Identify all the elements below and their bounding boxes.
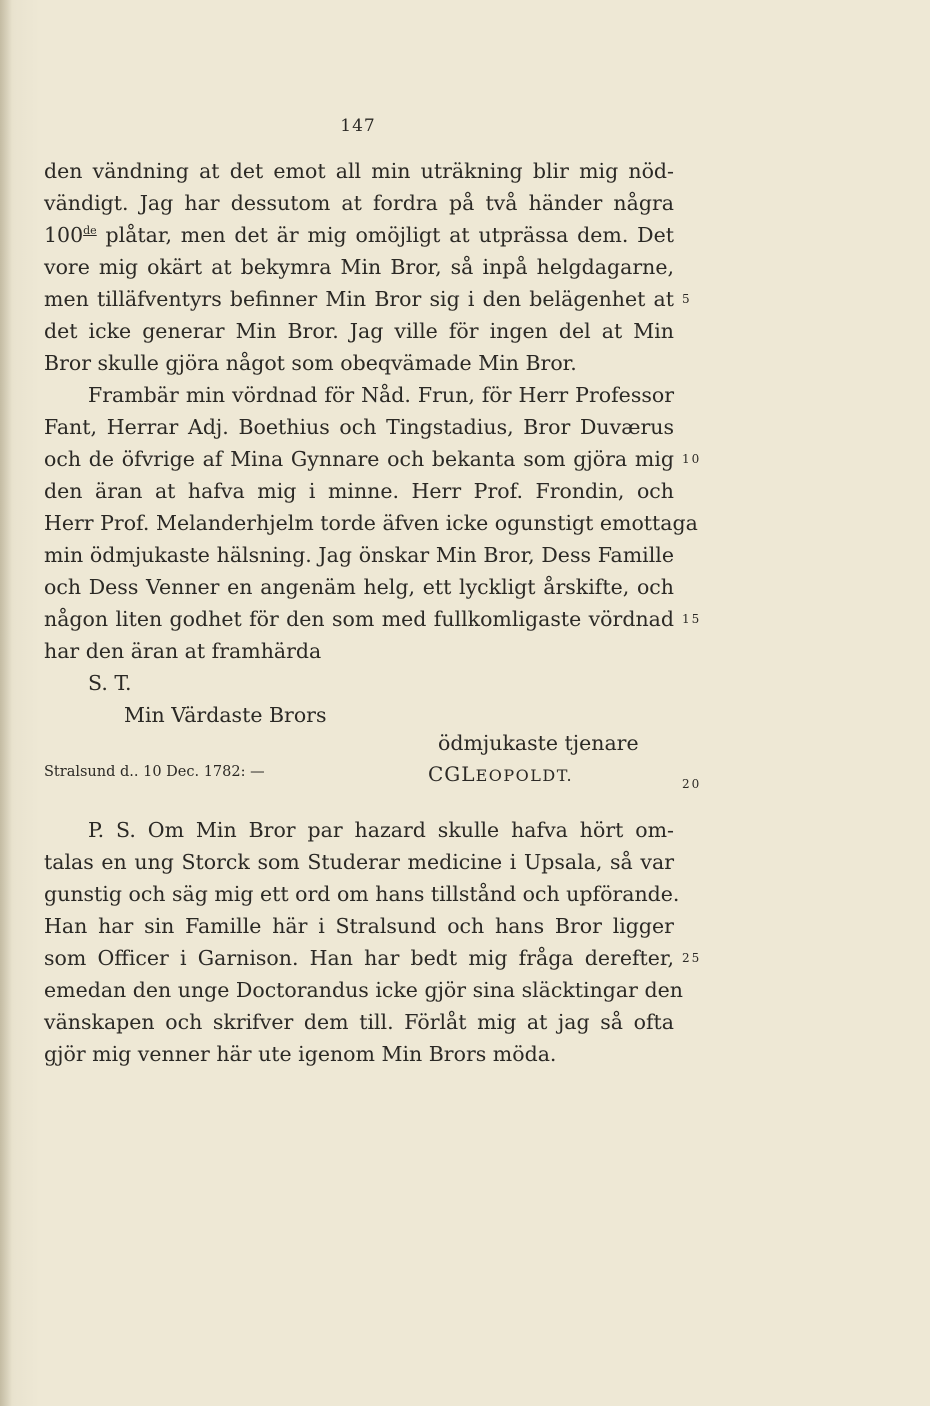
postscript-line: Han har sin Famille här i Stralsund och hans Bror ligger: [44, 914, 674, 938]
letter-line: min ödmjukaste hälsning. Jag önskar Min Bror, Dess Famille: [44, 543, 674, 567]
letter-line: den äran at hafva mig i minne. Herr Prof. Frondin, och: [44, 479, 674, 503]
signature-surname: EOPOLDT.: [475, 766, 574, 785]
letter-line: men tilläfventyrs befinner Min Bror sig i den belägenhet at: [44, 287, 674, 311]
line-number-10: 10: [682, 452, 702, 466]
postscript-line: gunstig och säg mig ett ord om hans tillstånd och upförande.: [44, 882, 680, 906]
ordinal-superscript: de: [83, 224, 97, 237]
signature: [428, 760, 573, 790]
page-number: 147: [340, 116, 376, 136]
letter-line: det icke generar Min Bror. Jag ville för ingen del at Min: [44, 319, 674, 343]
letter-line: vändigt. Jag har dessutom at fordra på två händer några: [44, 191, 674, 215]
postscript-line: P. S. Om Min Bror par hazard skulle hafva hört om-: [88, 818, 674, 842]
letter-line: någon liten godhet för den som med fullkomligaste vördnad: [44, 607, 674, 631]
postscript-line: vänskapen och skrifver dem till. Förlåt mig at jag så ofta: [44, 1010, 674, 1034]
postscript-line: gjör mig venner här ute igenom Min Brors möda.: [44, 1042, 557, 1066]
line-number-15: 15: [682, 612, 702, 626]
letter-line: och Dess Venner en angenäm helg, ett lyckligt årskifte, och: [44, 575, 674, 599]
letter-line: Herr Prof. Melanderhjelm torde äfven icke ogunstigt emottaga: [44, 511, 698, 535]
postscript-line: talas en ung Storck som Studerar medicine i Upsala, så var: [44, 850, 674, 874]
postscript-line: som Officer i Garnison. Han har bedt mig fråga derefter,: [44, 946, 674, 970]
letter-line-with-superscript: [44, 221, 674, 249]
number-prefix: 100: [44, 223, 84, 247]
letter-line: vore mig okärt at bekymra Min Bror, så inpå helgdagarne,: [44, 255, 674, 279]
letter-line-text: plåtar, men det är mig omöjligt at utprässa dem. Det: [105, 223, 674, 247]
letter-line: Fant, Herrar Adj. Boethius och Tingstadius, Bror Duværus: [44, 415, 674, 439]
closing-salutation: S. T.: [88, 671, 132, 695]
closing-subscription: ödmjukaste tjenare: [438, 731, 639, 755]
letter-line: Bror skulle gjöra något som obeqvämade Min Bror.: [44, 351, 577, 375]
gutter-shadow: [0, 0, 12, 1406]
letter-line: den vändning at det emot all min uträkning blir mig nöd-: [44, 159, 674, 183]
postscript-line: emedan den unge Doctorandus icke gjör sina släcktingar den: [44, 978, 683, 1002]
line-number-20: 20: [682, 777, 702, 791]
letter-line: Frambär min vördnad för Nåd. Frun, för Herr Professor: [88, 383, 674, 407]
line-number-5: 5: [682, 292, 692, 306]
signature-initials: CGL: [428, 762, 476, 786]
place-and-date: Stralsund d.. 10 Dec. 1782: —: [44, 764, 265, 780]
closing-phrase: Min Värdaste Brors: [124, 703, 327, 727]
letter-line: har den äran at framhärda: [44, 639, 322, 663]
letter-line: och de öfvrige af Mina Gynnare och bekanta som gjöra mig: [44, 447, 674, 471]
line-number-25: 25: [682, 951, 702, 965]
